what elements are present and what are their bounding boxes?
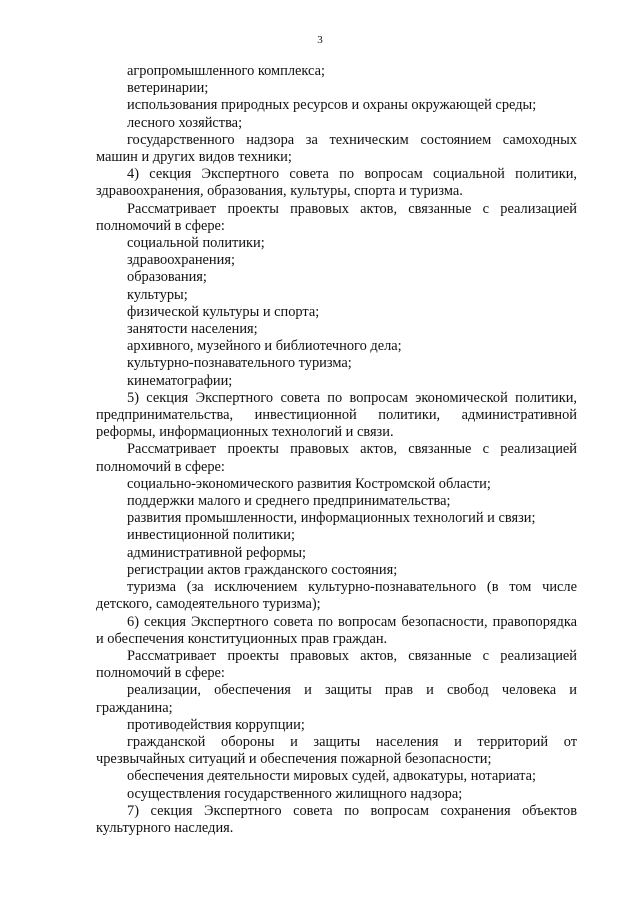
- paragraph: социально-экономического развития Костромской области;: [127, 475, 491, 492]
- document-body: [96, 63, 577, 837]
- paragraph: обеспечения деятельности мировых судей, адвокатуры, нотариата;: [127, 768, 537, 785]
- paragraph: туризма (за исключением культурно-познавательного (в том числе детского, самодеятельного туризма);: [96, 579, 577, 613]
- paragraph: инвестиционной политики;: [127, 527, 296, 544]
- paragraph: административной реформы;: [127, 544, 306, 561]
- paragraph: государственного надзора за техническим состоянием самоходных машин и других видов техники;: [96, 131, 577, 166]
- paragraph: осуществления государственного жилищного надзора;: [127, 785, 463, 802]
- page-number: 3: [317, 34, 323, 46]
- paragraph: Рассматривает проекты правовых актов, связанные с реализацией полномочий в сфере:: [96, 441, 577, 475]
- paragraph: реализации, обеспечения и защиты прав и свобод человека и гражданина;: [96, 682, 577, 716]
- paragraph: использования природных ресурсов и охраны окружающей среды;: [127, 97, 537, 114]
- paragraph: развития промышленности, информационных технологий и связи;: [127, 510, 536, 527]
- paragraph: гражданской обороны и защиты населения и территорий от чрезвычайных ситуаций и обеспечения пожарной безопасности;: [96, 733, 577, 768]
- paragraph: здравоохранения;: [127, 252, 235, 269]
- paragraph: лесного хозяйства;: [127, 114, 243, 131]
- paragraph: Рассматривает проекты правовых актов, связанные с реализацией полномочий в сфере:: [96, 647, 577, 682]
- section-heading: 7) секция Экспертного совета по вопросам сохранения объектов культурного наследия.: [96, 802, 577, 836]
- paragraph: противодействия коррупции;: [127, 716, 305, 733]
- paragraph: ветеринарии;: [127, 80, 209, 97]
- paragraph: архивного, музейного и библиотечного дела;: [127, 338, 402, 355]
- paragraph: социальной политики;: [127, 235, 265, 252]
- paragraph: Рассматривает проекты правовых актов, связанные с реализацией полномочий в сфере:: [96, 200, 577, 234]
- paragraph: культурно-познавательного туризма;: [127, 355, 352, 372]
- paragraph: агропромышленного комплекса;: [127, 63, 325, 79]
- paragraph: образования;: [127, 269, 207, 286]
- paragraph: кинематографии;: [127, 372, 233, 389]
- paragraph: физической культуры и спорта;: [127, 303, 320, 320]
- section-heading: 5) секция Экспертного совета по вопросам экономической политики, предпринимательства, инвестиционной политики, административной реформы, информационных технологий и связи.: [96, 389, 577, 441]
- paragraph: поддержки малого и среднего предпринимательства;: [127, 493, 451, 510]
- paragraph: занятости населения;: [127, 321, 258, 338]
- paragraph: регистрации актов гражданского состояния;: [127, 561, 398, 578]
- paragraph: культуры;: [127, 286, 188, 303]
- section-heading: 4) секция Экспертного совета по вопросам социальной политики, здравоохранения, образования, культуры, спорта и туризма.: [96, 166, 577, 200]
- section-heading: 6) секция Экспертного совета по вопросам безопасности, правопорядка и обеспечения конституционных прав граждан.: [96, 613, 577, 647]
